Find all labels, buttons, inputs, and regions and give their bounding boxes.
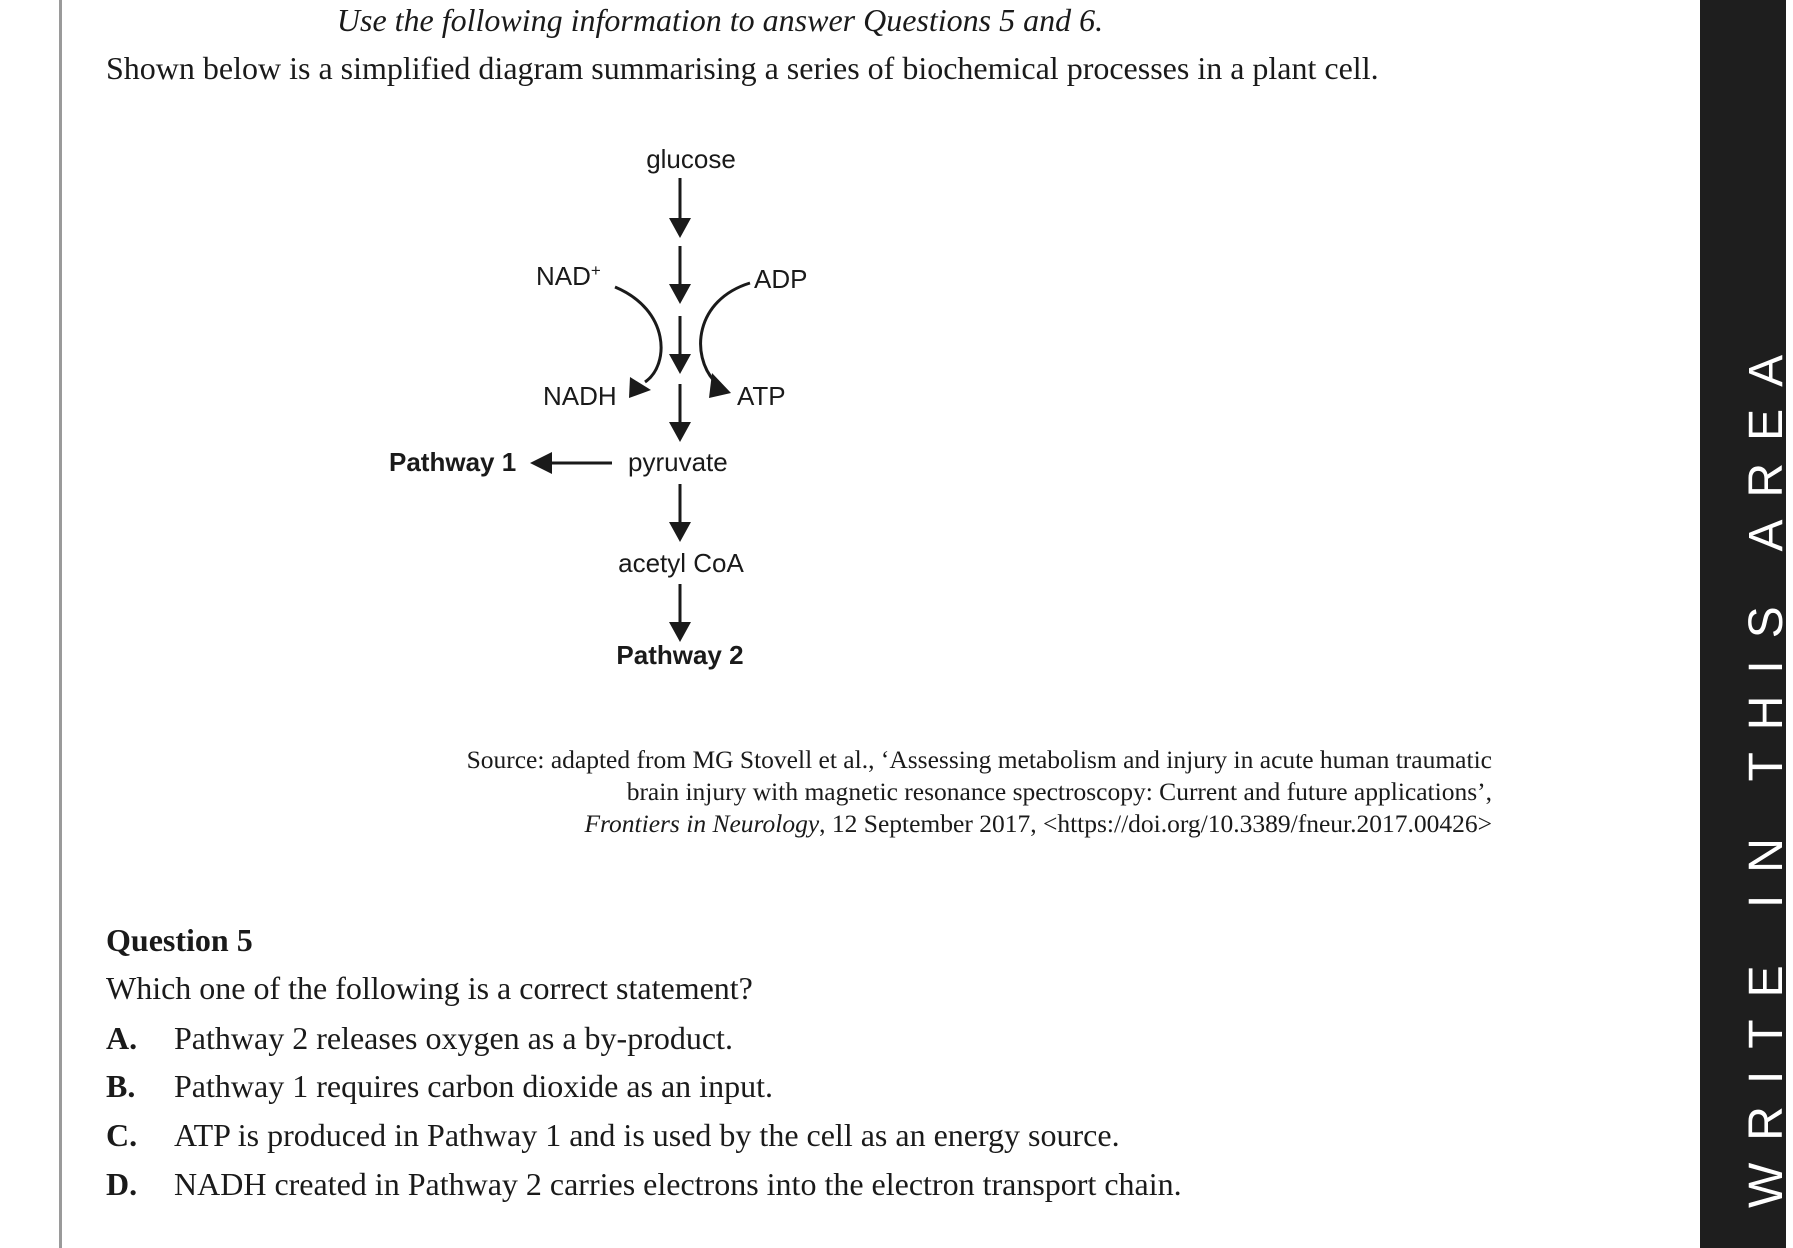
option-letter: D. [106, 1166, 138, 1202]
option-text: ATP is produced in Pathway 1 and is used by the cell as an energy source. [174, 1117, 1120, 1153]
journal-name: Frontiers in Neurology [584, 809, 820, 838]
pathway-2-label: Pathway 2 [616, 640, 744, 670]
source-line-2: brain injury with magnetic resonance spectroscopy: Current and future applications’, [626, 777, 1492, 806]
source-line-3 [300, 808, 1492, 840]
option-letter: A. [106, 1020, 138, 1056]
option-b[interactable] [106, 1068, 773, 1105]
option-a[interactable] [106, 1020, 733, 1057]
instruction-line: Use the following information to answer Questions 5 and 6. [336, 2, 1104, 38]
option-text: Pathway 2 releases oxygen as a by-product. [174, 1020, 733, 1056]
option-c[interactable] [106, 1117, 1120, 1154]
adp-label: ADP [754, 264, 808, 294]
option-d[interactable] [106, 1166, 1182, 1203]
atp-arrowhead [709, 373, 731, 398]
write-area-label: WRITE IN THIS AREA [1740, 332, 1793, 1208]
acetyl-coa-label: acetyl CoA [618, 548, 744, 578]
option-letter: C. [106, 1117, 138, 1153]
question-stem: Which one of the following is a correct statement? [106, 970, 753, 1006]
source-line-3-rest: , 12 September 2017, <https://doi.org/10.3389/fneur.2017.00426> [819, 809, 1492, 838]
option-letter: B. [106, 1068, 136, 1104]
pathway-1-label: Pathway 1 [389, 447, 517, 477]
nad-plus-label: NAD+ [536, 261, 601, 291]
option-text: Pathway 1 requires carbon dioxide as an input. [174, 1068, 773, 1104]
pyruvate-label: pyruvate [628, 447, 728, 477]
nadh-label: NADH [543, 381, 617, 411]
option-text: NADH created in Pathway 2 carries electrons into the electron transport chain. [174, 1166, 1182, 1202]
source-citation [300, 744, 1492, 840]
diagram-description: Shown below is a simplified diagram summarising a series of biochemical processes in a plant cell. [106, 50, 1379, 86]
question-title: Question 5 [106, 922, 253, 958]
source-line-1: Source: adapted from MG Stovell et al., ‘Assessing metabolism and injury in acute human traumatic [466, 745, 1492, 774]
atp-label: ATP [737, 381, 786, 411]
glucose-label: glucose [646, 144, 736, 174]
